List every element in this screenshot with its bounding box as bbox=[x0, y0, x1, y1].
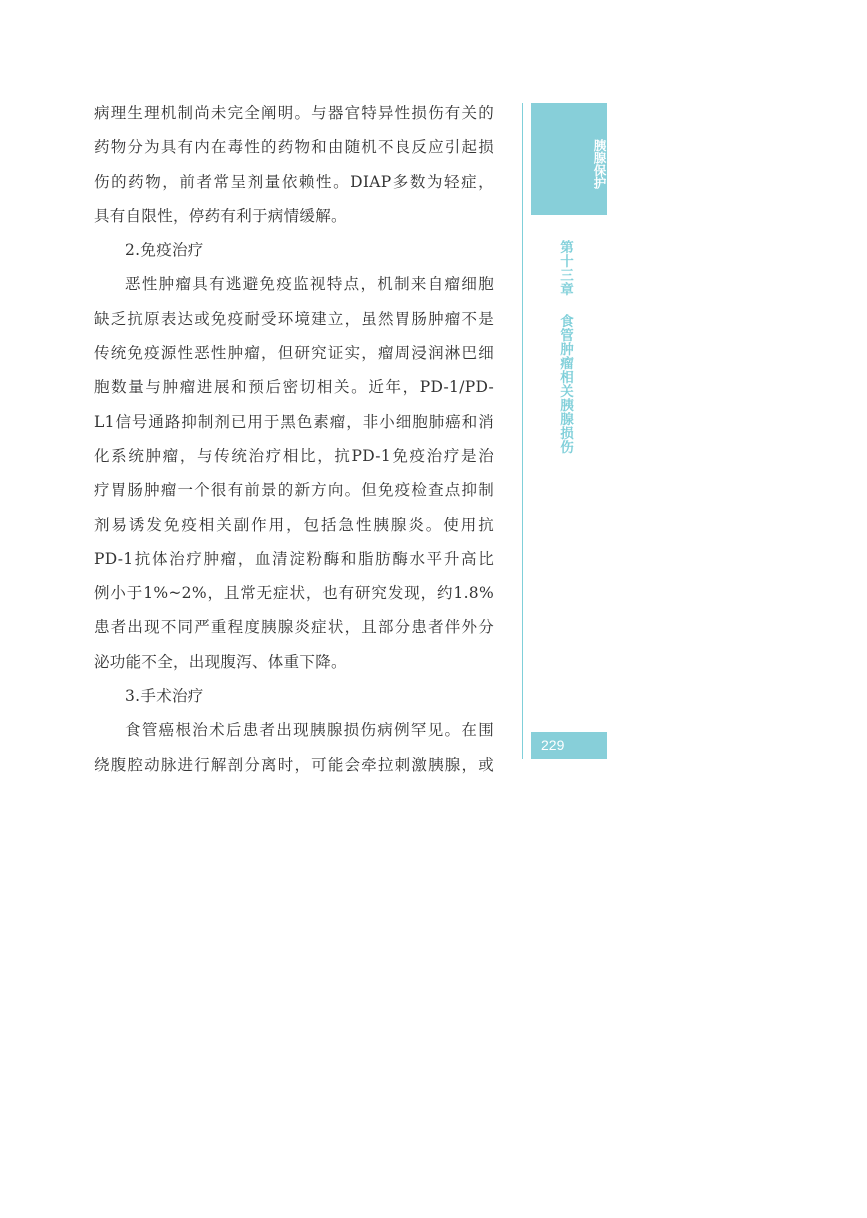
text-line: 病理生理机制尚未完全阐明。与器官特异性损伤有关的 bbox=[94, 104, 494, 122]
text-line: 伤的药物，前者常呈剂量依赖性。DIAP多数为轻症， bbox=[94, 172, 494, 191]
text-line: 化系统肿瘤，与传统治疗相比，抗PD-1免疫治疗是治 bbox=[94, 446, 494, 465]
text-line: 绕腹腔动脉进行解剖分离时，可能会牵拉刺激胰腺，或 bbox=[94, 755, 494, 774]
chapter-running-head bbox=[556, 240, 574, 454]
chapter-number: 第十三章 bbox=[557, 240, 573, 296]
text-line: 剂易诱发免疫相关副作用，包括急性胰腺炎。使用抗 bbox=[94, 515, 494, 534]
text-line: 患者出现不同严重程度胰腺炎症状，且部分患者伴外分 bbox=[94, 618, 494, 637]
text-line: 食管癌根治术后患者出现胰腺损伤病例罕见。在围 bbox=[125, 721, 494, 740]
section-heading: 2.免疫治疗 bbox=[125, 241, 204, 260]
text-line: 恶性肿瘤具有逃避免疫监视特点，机制来自瘤细胞 bbox=[125, 275, 494, 294]
chapter-title: 食管肿瘤相关胰腺损伤 bbox=[557, 314, 573, 454]
section-tab-label: 胰腺保护 bbox=[592, 139, 607, 189]
margin-divider-line bbox=[522, 103, 523, 759]
text-line: 胞数量与肿瘤进展和预后密切相关。近年，PD-1/PD- bbox=[94, 378, 494, 397]
section-tab bbox=[531, 103, 607, 215]
text-line: 药物分为具有内在毒性的药物和由随机不良反应引起损 bbox=[94, 138, 494, 157]
text-line: L1信号通路抑制剂已用于黑色素瘤，非小细胞肺癌和消 bbox=[94, 412, 494, 431]
text-line: 缺乏抗原表达或免疫耐受环境建立，虽然胃肠肿瘤不是 bbox=[94, 309, 494, 328]
text-line: 例小于1%~2%，且常无症状，也有研究发现，约1.8% bbox=[94, 584, 494, 603]
section-heading: 3.手术治疗 bbox=[125, 687, 204, 706]
text-line: PD-1抗体治疗肿瘤，血清淀粉酶和脂肪酶水平升高比 bbox=[94, 549, 494, 568]
page-number: 229 bbox=[541, 737, 565, 753]
text-line: 疗胃肠肿瘤一个很有前景的新方向。但免疫检查点抑制 bbox=[94, 481, 494, 500]
body-text bbox=[94, 96, 494, 782]
text-line: 泌功能不全，出现腹泻、体重下降。 bbox=[94, 652, 347, 671]
text-line: 具有自限性，停药有利于病情缓解。 bbox=[94, 206, 347, 225]
page-number-box bbox=[531, 732, 607, 759]
text-line: 传统免疫源性恶性肿瘤，但研究证实，瘤周浸润淋巴细 bbox=[94, 344, 494, 363]
